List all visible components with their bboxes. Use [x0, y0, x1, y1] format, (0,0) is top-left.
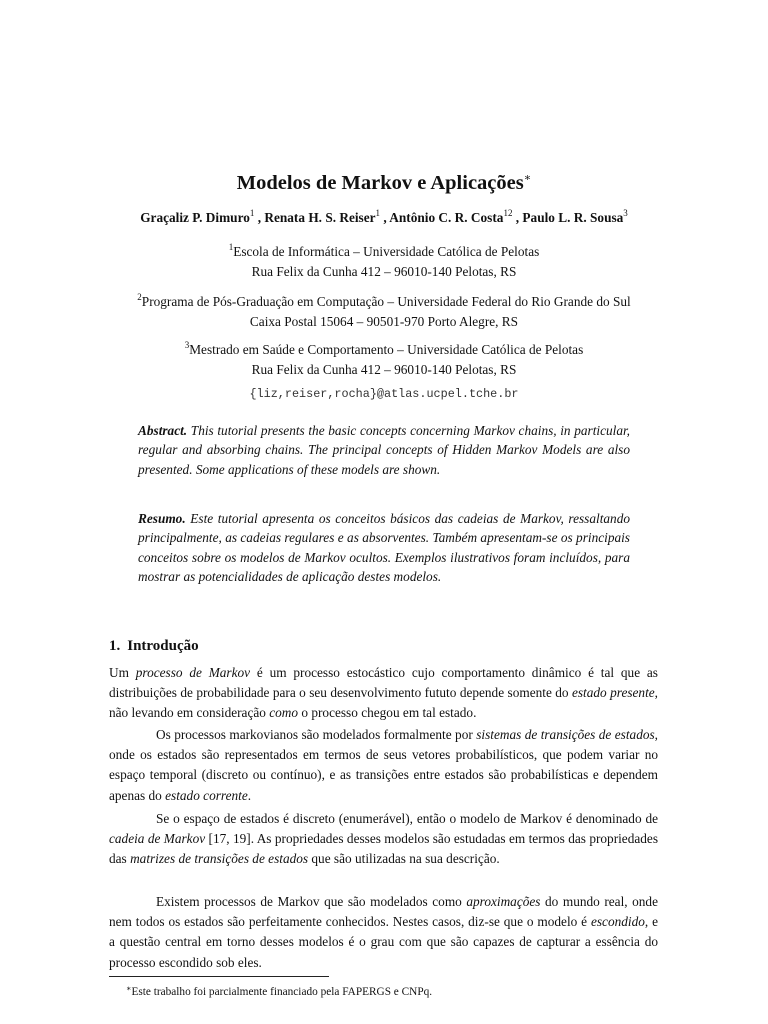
- text-segment: , não levando em consideração: [109, 685, 658, 721]
- paper-title: [0, 164, 768, 197]
- paragraph-4: [109, 892, 658, 973]
- resumo-text: Este tutorial apresenta os conceitos básicos das cadeias de Markov, ressaltando principalmente, as cadeias regulares e as absorventes. Também apresentam-se os principais conceitos sobre os modelos de Markov ocultos. Exemplos ilustrativos foram incluídos, para mostrar as potencialidades de aplicação destes modelos.: [138, 511, 630, 585]
- affiliation-line: [40, 237, 728, 262]
- author-name: Graçaliz P. Dimuro: [140, 210, 250, 225]
- text-segment: Existem processos de Markov que são modelados como: [156, 894, 467, 909]
- author-separator: ,: [512, 210, 523, 225]
- abstract-label: Abstract.: [138, 423, 188, 438]
- text-segment: o processo chegou em tal estado.: [298, 705, 477, 721]
- author-name: Renata H. S. Reiser: [264, 210, 376, 225]
- affiliation-3: [40, 335, 728, 380]
- text-segment-italic: sistemas de transições de estados: [476, 727, 655, 742]
- affiliation-line: [40, 287, 728, 312]
- section-heading: [109, 636, 206, 656]
- title-text: Modelos de Markov e Aplicações: [236, 172, 524, 194]
- text-segment: [17, 19]. As propriedades desses modelos são estudadas em termos das propriedades das: [109, 831, 658, 867]
- text-segment: Os processos markovianos são modelados formalmente por: [156, 727, 477, 742]
- author-name: Paulo L. R. Sousa: [522, 210, 624, 225]
- text-segment: que são utilizadas na sua descrição.: [308, 851, 500, 867]
- text-segment: é um processo estocástico cujo comportamento dinâmico é tal que as distribuições de probabilidade para o seu desenvolvimento fututo depende somente do: [109, 665, 658, 701]
- affiliation-line: [40, 335, 728, 360]
- author-separator: ,: [254, 210, 265, 225]
- footnote-divider: [109, 976, 329, 977]
- author-affiliation: 3: [623, 208, 628, 218]
- abstract-block: [138, 421, 630, 479]
- paragraph-2: [109, 725, 658, 806]
- section-title: Introdução: [127, 638, 199, 654]
- text-segment-italic: como: [269, 705, 299, 721]
- paragraph-1: [109, 663, 658, 724]
- footnote: [126, 981, 432, 1000]
- paragraph-3: [109, 809, 658, 870]
- affiliation-address: Rua Felix da Cunha 412 – 96010-140 Pelotas, RS: [251, 264, 517, 279]
- affiliation-address: Caixa Postal 15064 – 90501-970 Porto Alegre, RS: [249, 314, 519, 329]
- author-affiliation: 12: [503, 208, 513, 218]
- text-segment-italic: estado presente: [571, 685, 655, 701]
- text-segment: , e a questão central em torno desses modelos é o grau com que são capazes de capturar a essência do processo escondido sob eles.: [109, 914, 659, 970]
- author-affiliation: 1: [249, 208, 255, 218]
- footnote-mark: ∗: [126, 984, 132, 993]
- author-list: [60, 204, 708, 227]
- footnote-text: Este trabalho foi parcialmente financiado pela FAPERGS e CNPq.: [131, 986, 433, 998]
- affiliation-2: [40, 287, 728, 332]
- author-name: Antônio C. R. Costa: [389, 210, 504, 225]
- affiliation-1: [40, 237, 728, 282]
- affiliation-institution: Mestrado em Saúde e Comportamento – Universidade Católica de Pelotas: [189, 342, 584, 357]
- affiliation-institution: Escola de Informática – Universidade Católica de Pelotas: [233, 244, 540, 259]
- title-footnote-mark: ∗: [523, 172, 532, 184]
- text-segment-italic: processo de Markov: [135, 665, 251, 680]
- affiliation-number: 3: [184, 340, 190, 350]
- text-segment-italic: aproximações: [466, 894, 541, 909]
- author-affiliation: 1: [375, 208, 381, 218]
- resumo-block: [138, 509, 630, 587]
- text-segment: .: [247, 787, 252, 803]
- abstract-text: This tutorial presents the basic concepts concerning Markov chains, in particular, regular and absorbing chains. The principal concepts of Hidden Markov Models are also presented. Some applications of these models are shown.: [138, 423, 631, 477]
- text-segment: , onde os estados são representados em termos de seus vetores probabilísticos, que podem variar no espaço temporal (discreto ou contínuo), e as transições entre estados são probabilísticas e dependem apenas do: [109, 727, 658, 803]
- text-segment-italic: cadeia de Markov: [109, 831, 206, 847]
- affiliation-address: Rua Felix da Cunha 412 – 96010-140 Pelotas, RS: [251, 362, 517, 377]
- affiliation-institution: Programa de Pós-Graduação em Computação – Universidade Federal do Rio Grande do Sul: [141, 294, 631, 309]
- contact-email[interactable]: {liz,reiser,rocha}@atlas.ucpel.tche.br: [249, 387, 519, 401]
- text-segment: Um: [109, 665, 136, 680]
- affiliation-number: 1: [228, 242, 234, 252]
- author-separator: ,: [380, 210, 390, 225]
- resumo-label: Resumo.: [138, 511, 186, 526]
- text-segment-italic: estado corrente: [165, 787, 248, 803]
- text-segment: Se o espaço de estados é discreto (enumerável), então o modelo de Markov é denominado de: [156, 811, 658, 826]
- text-segment: do mundo real, onde nem todos os estados são perfeitamente conhecidos. Nestes casos, diz-se que o modelo é: [109, 894, 658, 930]
- affiliation-number: 2: [137, 292, 142, 302]
- section-number: 1.: [109, 638, 121, 654]
- text-segment-italic: escondido: [590, 914, 645, 930]
- text-segment-italic: matrizes de transições de estados: [130, 851, 309, 867]
